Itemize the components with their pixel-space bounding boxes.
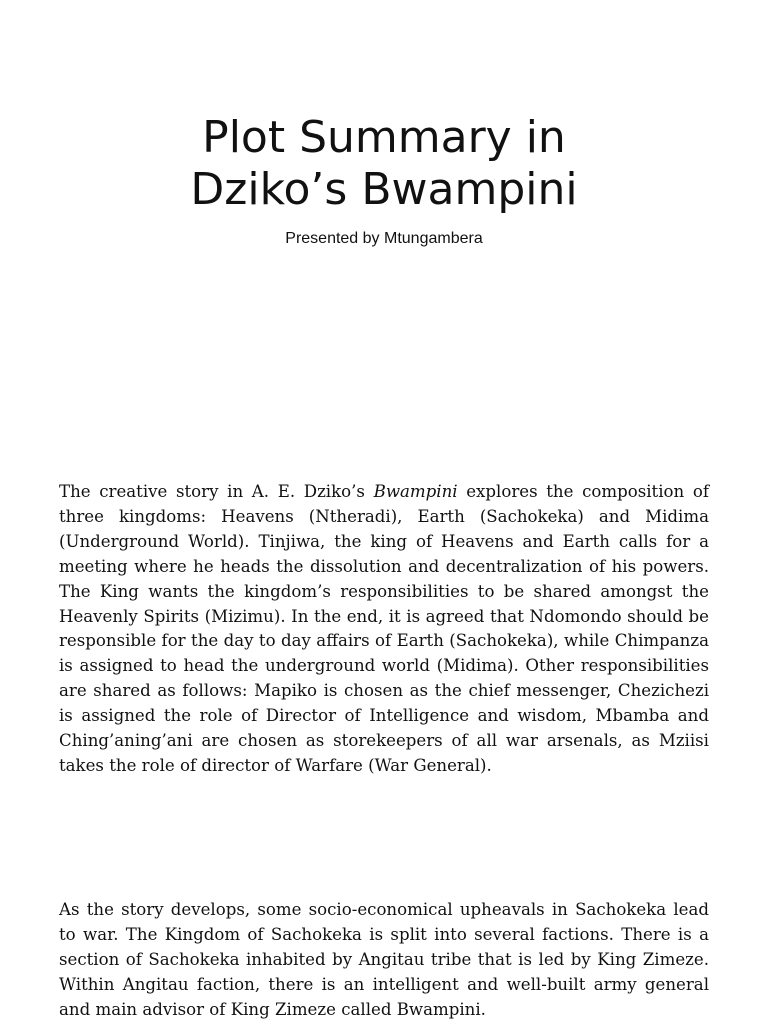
author-subtitle: Presented by Mtungambera <box>285 230 483 247</box>
book-title-italic: Bwampini <box>373 482 458 501</box>
paragraph-2: As the story develops, some socio-economical upheavals in Sachokeka lead to war. The Kingdom of Sachokeka is split into several factions. There is a section of Sachokeka inhabited by Angitau tribe that is led by King Zimeze. Within Angitau faction, there is an intelligent and well-built army general and main advisor of King Zimeze called Bwampini. <box>59 900 709 1019</box>
title-line-2: Dziko’s Bwampini <box>190 164 578 215</box>
paragraph-1-text-end: explores the composition of three kingdoms: Heavens (Ntheradi), Earth (Sachokeka) and Midima (Underground World). Tinjiwa, the king of Heavens and Earth calls for a meeting where he heads the dissolution and decentralization of his powers. The King wants the kingdom’s responsibilities to be shared amongst the Heavenly Spirits (Mizimu). In the end, it is agreed that Ndomondo should be responsible for the day to day affairs of Earth (Sachokeka), while Chimpanza is assigned to head the underground world (Midima). Other responsibilities are shared as follows: Mapiko is chosen as the chief messenger, Chezichezi is assigned the role of Director of Intelligence and wisdom, Mbamba and Ching’aning’ani are chosen as storekeepers of all war arsenals, as Mziisi takes the role of director of Warfare (War General). <box>59 482 709 775</box>
page-title <box>0 112 768 216</box>
paragraph-1 <box>59 480 709 779</box>
paragraph-1-text-start: The creative story in A. E. Dziko’s <box>59 482 374 501</box>
title-line-1: Plot Summary in <box>202 112 566 163</box>
